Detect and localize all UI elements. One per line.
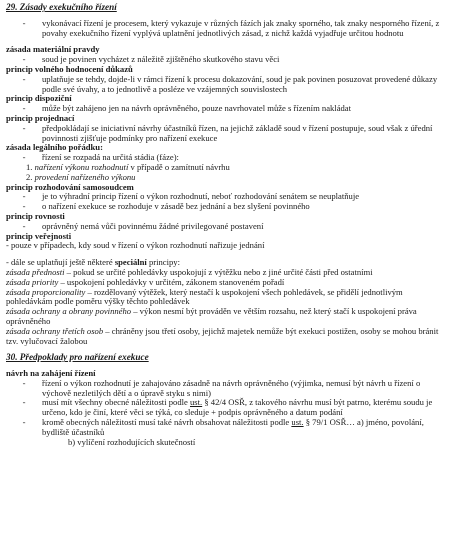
bullet-intro — [6, 19, 447, 39]
item-text-italic: provedení nařízeného výkonu — [34, 171, 136, 182]
item-number: 1. — [26, 161, 33, 172]
section-29-title: 29. Zásady exekučního řízení — [6, 2, 117, 12]
heading-verejnosti: princip veřejnosti — [6, 230, 72, 241]
text: § 79/1 OSŘ… a) jméno, povolání, bydliště účastníků — [42, 417, 424, 437]
item-text: v případě o zamítnutí návrhu — [128, 161, 230, 172]
bullet: - může být zahájeno jen na návrh oprávněného, pouze navrhovatel může s řízením nakládat — [6, 104, 447, 114]
bullet: - soud je povinen vycházet z náležitě zjištěného skutkového stavu věci — [6, 55, 447, 65]
bullet-text: o nařízení exekuce se rozhoduje v zásadě bez jednání a bez slyšení povinného — [42, 201, 310, 212]
bullet-text: je to výhradní princip řízení o výkon rozhodnutí, neboť rozhodování senátem se neuplatňuje — [42, 191, 360, 202]
text: § 42/4 OSŘ, z takového návrhu musí být patrno, kterému soudu je určeno, kdo je činí, které věci se týká, co sleduje + podpis oprávněného a datum podání — [42, 397, 433, 418]
bullet: - oprávněný nemá vůči povinnému žádné privilegované postavení — [6, 222, 447, 232]
special-principle — [6, 307, 447, 327]
verejnosti-text: - pouze v případech, kdy soud v řízení o výkon rozhodnutí nařizuje jednání — [6, 240, 265, 251]
section-30-title: 30. Předpoklady pro nařízení exekuce — [6, 352, 149, 363]
bullet: - kromě obecných náležitostí musí také návrh obsahovat náležitosti podle ust. § 79/1 OSŘ… a) jméno, povolání, bydliště účastníků — [6, 418, 447, 438]
bullet-text: uplatňuje se tehdy, dojde-li v rámci řízení k procesu dokazování, soud je pak povinen posuzovat provedené důkazy podle své úvahy, a to jednotlivě a posléze ve vzájemných souvislostech — [42, 73, 438, 94]
bullet-continuation: b) vylíčení rozhodujících skutečností — [68, 436, 196, 447]
text: musí mít všechny obecné náležitosti podle — [42, 397, 190, 408]
bullet-text — [42, 418, 447, 438]
bullet-text: vykonávací řízení je procesem, který vykazuje v různých fázích jak znaky sporného, tak znaky nesporného řízení, z povahy exekučního řízení vyplývá uplatnění jednotlivých zásad, z nichž každá vyjadřuje určitou hodnotu — [42, 17, 440, 38]
heading-navrh: návrh na zahájení řízení — [6, 368, 96, 379]
document — [6, 3, 447, 447]
text-bold: speciální — [114, 257, 147, 268]
text-underlined: ust. — [189, 397, 203, 408]
heading-projednaci: princip projednací — [6, 112, 75, 123]
item-number: 2. — [26, 171, 33, 182]
special-principle — [6, 327, 447, 347]
bullet-text: řízení se rozpadá na určitá stádia (fáze): — [42, 152, 179, 163]
bullet: - musí mít všechny obecné náležitosti podle ust. § 42/4 OSŘ, z takového návrhu musí být patrno, kterému soudu je určeno, kdo je činí, které věci se týká, co sleduje + podpis oprávněného a datum podání — [6, 398, 447, 418]
bullet: - řízení se rozpadá na určitá stádia (fáze): — [6, 153, 447, 163]
heading-rovnosti: princip rovnosti — [6, 210, 65, 221]
principle-text: – výkon nesmí být prováděn ve větším rozsahu, než který stačí k uspokojení práva oprávněného — [6, 306, 417, 326]
bullet: - uplatňuje se tehdy, dojde-li v rámci řízení k procesu dokazování, soud je pak povinen posuzovat provedené důkazy podle své úvahy, a to jednotlivě a posléze ve vzájemných souvislostech — [6, 75, 447, 95]
principle-text: – rozdělovaný výtěžek, který nestačí k uspokojení všech pohledávek, se přidělí jednotlivým pohledávkám podle poměru výšky těchto pohledávek — [6, 286, 403, 307]
bullet-text — [42, 398, 447, 418]
bullet-text: může být zahájeno jen na návrh oprávněného, pouze navrhovatel může s řízením nakládat — [42, 103, 352, 114]
bullet: - řízení o výkon rozhodnutí je zahajováno zásadně na návrh oprávněného (výjimka, nemusí být návrh u řízení o výchově nezletilých dětí a o úpravě styku s nimi) — [6, 379, 447, 399]
heading-dispozicni: princip dispoziční — [6, 93, 72, 104]
heading-legalniho-poradku: zásada legálního pořádku: — [6, 142, 103, 153]
principle-text: – uspokojení pohledávky v určitém, zákonem stanoveném pořadí — [58, 276, 285, 287]
item-text-italic: nařízení výkonu rozhodnutí — [34, 161, 129, 172]
text: principy: — [146, 257, 180, 268]
text: kromě obecných náležitostí musí také návrh obsahovat náležitosti podle — [42, 417, 292, 428]
bullet-text: řízení o výkon rozhodnutí je zahajováno zásadně na návrh oprávněného (výjimka, nemusí být návrh u řízení o výchově nezletilých dětí a o úpravě styku s nimi) — [42, 377, 421, 398]
principle-name: zásada ochrany třetích osob — [6, 325, 104, 336]
principle-text: – pokud se určité pohledávky uspokojují z výtěžku nebo z jiné určité části před ostatními — [64, 266, 373, 277]
text-underlined: ust. — [291, 417, 304, 428]
dash: - — [22, 17, 26, 28]
bullet-text: soud je povinen vycházet z náležitě zjištěného skutkového stavu věci — [42, 54, 280, 65]
heading-volneho-hodnoceni: princip volného hodnocení důkazů — [6, 63, 133, 74]
bullet: - předpokládají se iniciativní návrhy účastníků řízen, na jejichž základě soud v řízení postupuje, soud však z úřední povinnosti zjišťuje podmínky pro nařízení exekuce — [6, 124, 447, 144]
special-principle — [6, 288, 447, 308]
heading-samosoudce: princip rozhodování samosoudcem — [6, 181, 134, 192]
bullet: - o nařízení exekuce se rozhoduje v zásadě bez jednání a bez slyšení povinného — [6, 202, 447, 212]
heading-materialni-pravdy: zásada materiální pravdy — [6, 44, 100, 55]
bullet-text: předpokládají se iniciativní návrhy účastníků řízen, na jejichž základě soud v řízení postupuje, soud však z úřední povinnosti zjišťuje podmínky pro nařízení exekuce — [42, 122, 433, 143]
text: - dále se uplatňují ještě některé — [6, 257, 115, 268]
principle-name: zásada priority — [6, 276, 59, 287]
principle-name: zásada přednosti — [6, 266, 65, 277]
principle-text: – chráněny jsou třetí osoby, jejichž majetek nemůže být exekuci postižen, osoby se mohou bránit tzv. vylučovací žalobou — [6, 325, 439, 346]
bullet-text: oprávněný nemá vůči povinnému žádné privilegované postavení — [42, 220, 264, 231]
principle-name: zásada ochrany a obrany povinného — [6, 306, 132, 317]
principle-name: zásada proporcionality — [6, 286, 86, 297]
bullet: - je to výhradní princip řízení o výkon rozhodnutí, neboť rozhodování senátem se neuplatňuje — [6, 192, 447, 202]
